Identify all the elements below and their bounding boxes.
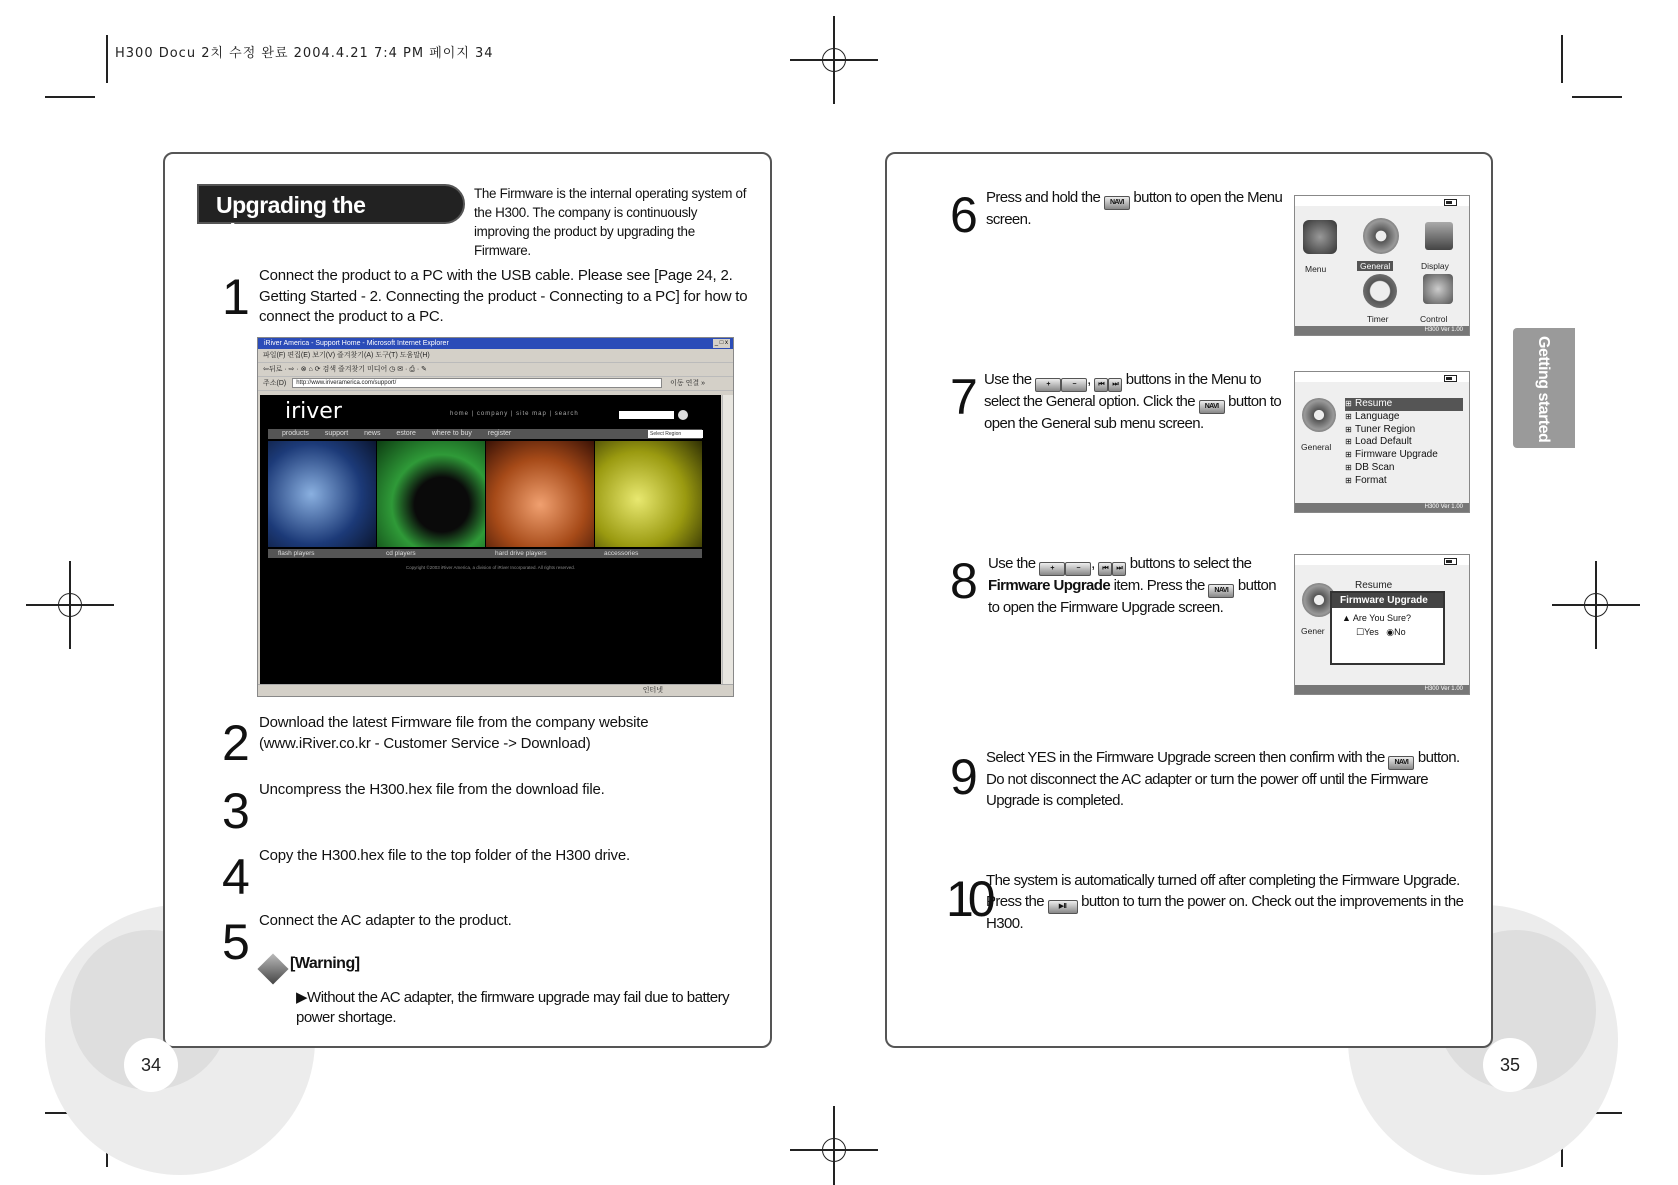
crop-mark [45, 96, 95, 98]
hard-drive-player-image[interactable] [486, 441, 594, 547]
prev-button-icon: ⏮ [1098, 562, 1112, 576]
dialog-question-text: Are You Sure? [1352, 613, 1411, 623]
step-9-text-b: button. Do not disconnect the AC adapter or turn the power off until the Firmware Upgrade is completed. [986, 749, 1460, 809]
screen-status-bar [1295, 372, 1469, 382]
menu-screen [1294, 195, 1470, 336]
web-search-button[interactable] [678, 410, 688, 420]
step-text-10 [986, 871, 1476, 934]
registration-mark [48, 583, 92, 627]
step-text-3: Uncompress the H300.hex file from the download file. [259, 781, 605, 798]
no-radio-icon[interactable]: ◉ [1386, 627, 1395, 637]
web-nav-item[interactable]: products [282, 430, 309, 437]
menu-item-format[interactable]: ⊞ Format [1345, 475, 1463, 488]
screen-footer: H300 Ver 1.00 [1295, 326, 1469, 335]
plus-button-icon: + [1035, 378, 1061, 392]
yes-checkbox-icon[interactable]: ☐ [1356, 627, 1365, 637]
print-header: H300 Docu 2치 수정 완료 2004.4.21 7:4 PM 페이지 34 [115, 46, 494, 61]
web-nav-item[interactable]: where to buy [431, 430, 472, 437]
go-button[interactable]: 이동 연결 » [670, 380, 705, 387]
crop-mark [1572, 96, 1622, 98]
browser-toolbar[interactable]: ⇦뒤로 · ⇨ · ⊗ ⌂ ⟳ 검색 즐겨찾기 미디어 ◷ ✉ · ⎙ · ✎ [258, 363, 733, 377]
menu-item-firmware-upgrade[interactable]: ⊞ Firmware Upgrade [1345, 449, 1463, 462]
step-6-text-a: Press and hold the [986, 189, 1104, 206]
screen-footer: H300 Ver 1.00 [1295, 503, 1469, 512]
side-tab-label: Getting started [1535, 336, 1552, 443]
yes-option[interactable]: Yes [1364, 627, 1379, 637]
firmware-upgrade-screen [1294, 554, 1470, 695]
menu-label: Menu [1305, 264, 1327, 274]
step-8-text-a: Use the [988, 555, 1040, 572]
display-label: Display [1421, 261, 1449, 271]
navi-button-icon: NAVI [1208, 584, 1234, 598]
crop-mark [106, 35, 108, 83]
no-option[interactable]: No [1394, 627, 1406, 637]
general-gear-icon [1302, 398, 1336, 432]
general-side-label: General [1301, 442, 1332, 452]
step-number-6: 6 [950, 187, 978, 243]
minus-button-icon: − [1065, 562, 1091, 576]
confirm-dialog [1330, 591, 1445, 665]
control-magnifier-icon [1423, 274, 1453, 304]
step-number-9: 9 [950, 749, 978, 805]
navi-button-icon: NAVI [1104, 196, 1130, 210]
category-link[interactable]: flash players [278, 550, 315, 557]
general-menu-list [1345, 398, 1463, 488]
step-7-text-a: Use the [984, 371, 1036, 388]
intro-text: The Firmware is the internal operating system of the H300. The company is continuously improving the product by upgrading the Firmware. [474, 186, 747, 258]
battery-icon [1444, 375, 1457, 382]
dialog-title: Firmware Upgrade [1332, 593, 1443, 608]
step-7-text-b: buttons in the Menu to select the General option. Click the [984, 371, 1262, 410]
step-number-7: 7 [950, 369, 978, 425]
page-number-left: 34 [124, 1038, 178, 1092]
web-nav-item[interactable]: news [364, 430, 381, 437]
cd-player-image[interactable] [377, 441, 485, 547]
web-page-content [260, 395, 721, 685]
menu-item-db-scan[interactable]: ⊞ DB Scan [1345, 462, 1463, 475]
browser-title-bar [258, 338, 733, 349]
step-number-5: 5 [222, 914, 250, 970]
registration-mark [1574, 583, 1618, 627]
step-number-4: 4 [222, 849, 250, 905]
next-button-icon: ⏭ [1112, 562, 1126, 576]
step-text-9 [986, 748, 1476, 811]
browser-address-row [258, 377, 733, 391]
minus-button-icon: − [1061, 378, 1087, 392]
step-8-text-c: item. Press the [1110, 577, 1209, 594]
timer-label: Timer [1367, 314, 1389, 324]
play-button-icon: ▶II [1048, 900, 1078, 914]
warning-title: [Warning] [290, 955, 360, 972]
region-select[interactable]: Select Region [648, 430, 703, 438]
iriver-logo: iriver [285, 399, 342, 424]
warning-triangle-icon: ▲ [1342, 613, 1353, 623]
browser-status-bar: 인터넷 [258, 684, 733, 696]
browser-screenshot [257, 337, 734, 697]
menu-icon [1303, 220, 1337, 254]
general-label: General [1357, 261, 1393, 271]
step-number-8: 8 [950, 553, 978, 609]
menu-item-tuner-region[interactable]: ⊞ Tuner Region [1345, 424, 1463, 437]
warning-text: ▶Without the AC adapter, the firmware upgrade may fail due to battery power shortage. [296, 989, 730, 1026]
navi-button-icon: NAVI [1199, 400, 1225, 414]
menu-item-resume: Resume [1355, 580, 1393, 591]
flash-player-image[interactable] [268, 441, 376, 547]
step-text-4: Copy the H300.hex file to the top folder of the H300 drive. [259, 847, 630, 864]
step-10-text-a: The system is automatically turned off after completing the Firmware Upgrade. Press the [986, 872, 1460, 910]
menu-item-resume[interactable]: ⊞ Resume [1345, 398, 1463, 411]
screen-status-bar [1295, 196, 1469, 206]
battery-icon [1444, 199, 1457, 206]
step-number-3: 3 [222, 783, 250, 839]
screen-status-bar [1295, 555, 1469, 565]
prev-button-icon: ⏮ [1094, 378, 1108, 392]
page-title: Upgrading the Firmware [197, 184, 465, 224]
step-8-text-bold: Firmware Upgrade [988, 577, 1111, 594]
step-10-text-b: button to turn the power on. Check out the improvements in the H300. [986, 892, 1464, 932]
side-tab [1513, 328, 1575, 448]
general-gear-icon [1363, 218, 1399, 254]
battery-icon [1444, 558, 1457, 565]
browser-scrollbar[interactable] [722, 395, 733, 685]
category-bar [268, 549, 702, 558]
web-top-nav[interactable]: home | company | site map | search [450, 411, 579, 417]
web-nav-item[interactable]: estore [396, 430, 416, 437]
step-8-text-b: buttons to select the [1126, 555, 1252, 572]
step-text-6 [986, 188, 1296, 231]
timer-clock-icon [1363, 274, 1397, 308]
registration-mark [812, 1128, 856, 1172]
window-controls[interactable]: _ □ x [714, 340, 728, 346]
next-button-icon: ⏭ [1108, 378, 1122, 392]
navi-button-icon: NAVI [1388, 756, 1414, 770]
category-link[interactable]: cd players [386, 550, 416, 557]
address-field[interactable]: http://www.iriveramerica.com/support/ [292, 378, 662, 388]
general-side-label: Gener [1301, 626, 1325, 636]
step-text-7: Use the + − , ⏮ ⏭ buttons in the Menu to select the General option. Click the NAVI button to open the General sub menu screen. [984, 371, 1282, 432]
dialog-options [1332, 623, 1443, 638]
dialog-question [1332, 608, 1443, 623]
screen-footer: H300 Ver 1.00 [1295, 685, 1469, 694]
step-text-8: Use the + − , ⏮ ⏭ buttons to select the Firmware Upgrade item. Press the NAVI button to open the Firmware Upgrade screen. [988, 555, 1276, 616]
web-nav-bar [268, 429, 702, 439]
crop-mark [1561, 35, 1563, 83]
step-text-2: Download the latest Firmware file from the company website (www.iRiver.co.kr - Customer Service -> Download) [259, 714, 649, 752]
address-label: 주소(D) [263, 380, 287, 387]
step-number-2: 2 [222, 715, 250, 771]
web-search-input[interactable] [619, 411, 674, 419]
step-7-text-c: button to open the General sub menu screen. [984, 393, 1282, 432]
step-6-text-b: button to open the Menu screen. [986, 189, 1283, 228]
step-8-text-d: button to open the Firmware Upgrade screen. [988, 577, 1276, 616]
category-link[interactable]: hard drive players [495, 550, 547, 557]
browser-menubar[interactable]: 파일(F) 편집(E) 보기(V) 즐겨찾기(A) 도구(T) 도움말(H) [258, 349, 733, 363]
general-submenu-screen [1294, 371, 1470, 513]
product-tiles [268, 441, 702, 547]
display-icon [1425, 222, 1453, 250]
page-number-right: 35 [1483, 1038, 1537, 1092]
web-copyright: Copyright ©2003 iRiver America, a division of iRiver Incorporated. All rights reserved. [405, 565, 576, 570]
web-nav-item[interactable]: register [487, 430, 512, 437]
menu-item-load-default[interactable]: ⊞ Load Default [1345, 436, 1463, 449]
step-text-5: Connect the AC adapter to the product. [259, 912, 512, 929]
browser-title: iRiver America - Support Home - Microsoft Internet Explorer [264, 340, 449, 347]
step-number-1: 1 [222, 269, 250, 325]
category-link[interactable]: accessories [604, 550, 639, 557]
step-number-10: 10 [946, 871, 990, 927]
accessories-image[interactable] [595, 441, 702, 547]
control-label: Control [1420, 314, 1448, 324]
web-nav-item[interactable]: support [324, 430, 349, 437]
step-9-text-a: Select YES in the Firmware Upgrade screen then confirm with the [986, 749, 1389, 766]
step-text-1: Connect the product to a PC with the USB cable. Please see [Page 24, 2. Getting Started - 2. Connecting the product - Connecting to a PC] for how to connect the product to a PC. [259, 267, 748, 325]
registration-mark [812, 38, 856, 82]
menu-item-language[interactable]: ⊞ Language [1345, 411, 1463, 424]
plus-button-icon: + [1039, 562, 1065, 576]
